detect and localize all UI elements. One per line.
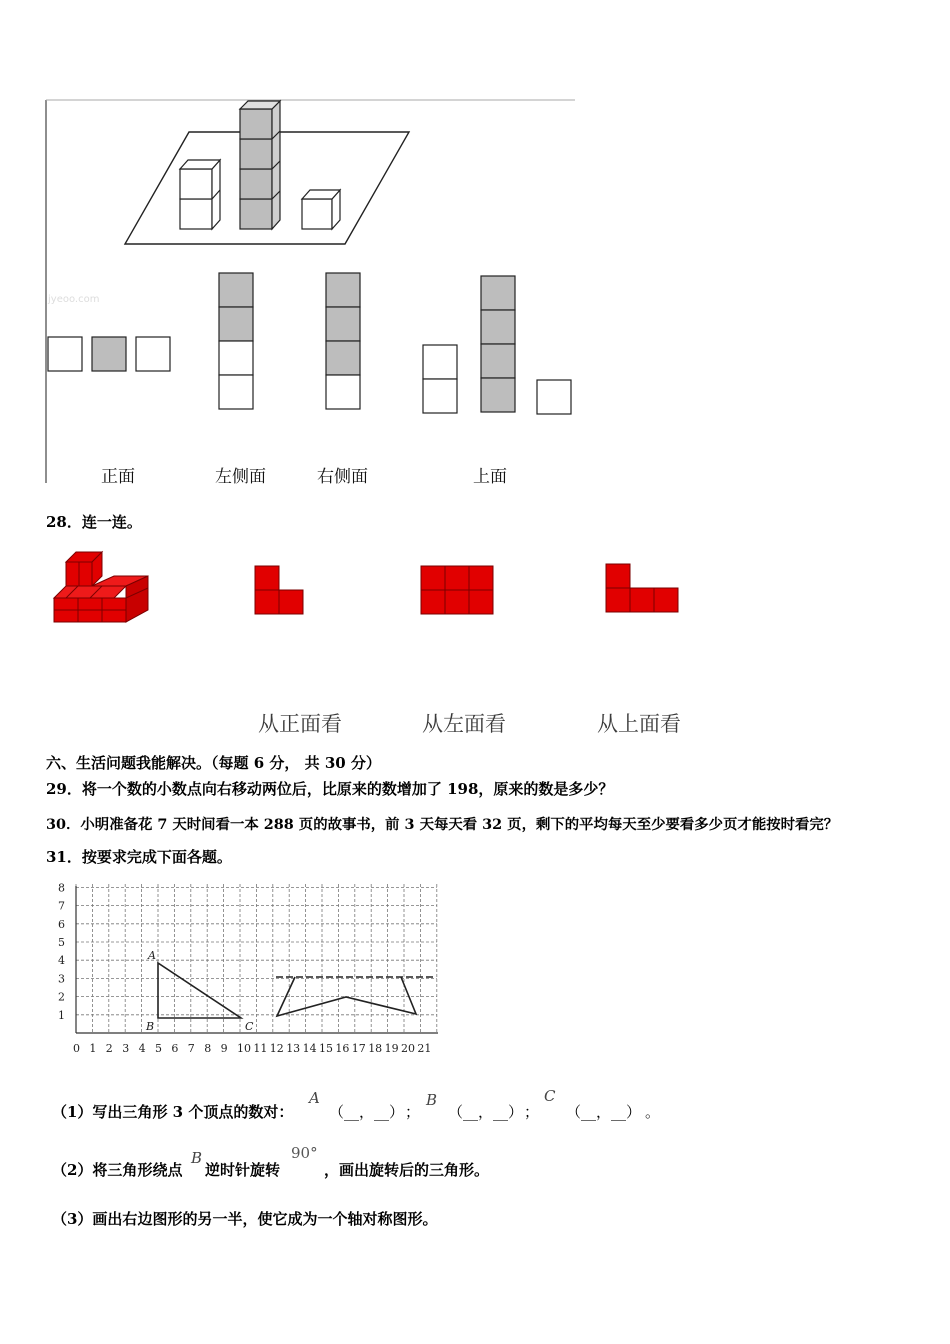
part2-prefix: （2）将三角形绕点 [52, 1161, 183, 1179]
x-tick-label: 12 [269, 1042, 284, 1055]
label-left-side: 左侧面 [215, 467, 266, 487]
y-tick-label: 6 [58, 917, 65, 931]
x-tick-label: 10 [237, 1042, 251, 1055]
triangle-abc [158, 963, 241, 1018]
q30-text: 30．小明准备花 7 天时间看一本 288 页的故事书，前 3 天每天看 32 页，剩下的平均每天至少要看多少页才能按时看完？ [46, 816, 839, 833]
x-tick-label: 11 [253, 1042, 268, 1055]
y-tick-label: 8 [58, 881, 65, 895]
x-tick-label: 20 [401, 1042, 415, 1055]
part1-line [52, 1101, 293, 1122]
x-tick-label: 0 [73, 1042, 80, 1055]
left-side-view [219, 273, 253, 409]
part1-prefix: （1）写出三角形 3 个顶点的数对： [52, 1103, 294, 1121]
x-tick-label: 3 [122, 1042, 130, 1055]
grid-lines [76, 884, 437, 1033]
part2-point: B [191, 1149, 203, 1167]
part3-text: （3）画出右边图形的另一半，使它成为一个轴对称图形。 [52, 1210, 438, 1228]
x-tick-label: 15 [319, 1042, 333, 1055]
q28-red-shape-rect [420, 565, 494, 617]
y-tick-label: 2 [58, 990, 65, 1004]
y-tick-label: 4 [58, 954, 65, 968]
x-tick-labels [73, 1042, 431, 1055]
label-front: 正面 [101, 467, 135, 487]
three-views-drawing [45, 98, 575, 488]
q28-red-shape-long-l [605, 563, 681, 615]
x-tick-label: 6 [171, 1042, 179, 1055]
y-tick-label: 7 [58, 899, 65, 913]
label-right-side: 右侧面 [317, 467, 368, 487]
right-side-view [326, 273, 360, 409]
q28-title: 28．连一连。 [46, 513, 142, 531]
y-tick-label: 1 [58, 1008, 65, 1022]
x-tick-label: 7 [187, 1042, 195, 1055]
x-tick-label: 4 [138, 1042, 146, 1055]
x-tick-label: 5 [155, 1042, 162, 1055]
front-view [48, 337, 170, 371]
three-views-figure [45, 98, 575, 488]
blank-c[interactable]: （__，__） [566, 1103, 642, 1121]
part2-suffix: ，画出旋转后的三角形。 [324, 1161, 490, 1179]
point-label-a: A [148, 949, 156, 962]
sep-a: ； [405, 1103, 421, 1121]
blank-b[interactable]: （__，__） [448, 1103, 524, 1121]
x-tick-label: 9 [220, 1042, 228, 1055]
q28-red-solid [52, 548, 152, 628]
x-tick-label: 21 [417, 1042, 432, 1055]
y-tick-label: 3 [58, 972, 65, 986]
sep-b: ； [524, 1103, 540, 1121]
watermark: jyeoo.com [48, 294, 100, 305]
q31-title: 31．按要求完成下面各题。 [46, 848, 232, 866]
view-label-left: 从左面看 [422, 712, 506, 736]
y-tick-labels [58, 881, 65, 1021]
cube-stack-gray-4 [240, 101, 280, 229]
cube-single-white [302, 190, 340, 229]
cube-stack-white-2 [180, 160, 220, 229]
x-tick-label: 13 [286, 1042, 301, 1055]
q28-red-shape-l [254, 565, 306, 617]
x-tick-label: 19 [384, 1042, 399, 1055]
end-mark: 。 [645, 1103, 661, 1121]
x-tick-label: 17 [351, 1042, 366, 1055]
x-tick-label: 14 [302, 1042, 317, 1055]
x-tick-label: 18 [368, 1042, 383, 1055]
x-tick-label: 1 [89, 1042, 97, 1055]
view-label-top: 从上面看 [597, 712, 681, 736]
q29-text: 29．将一个数的小数点向右移动两位后，比原来的数增加了 198，原来的数是多少？ [46, 780, 614, 798]
x-tick-label: 2 [105, 1042, 113, 1055]
x-tick-label: 16 [335, 1042, 350, 1055]
x-tick-label: 8 [204, 1042, 212, 1055]
point-label-b: B [146, 1020, 155, 1033]
y-tick-label: 5 [58, 936, 65, 949]
blank-a[interactable]: （__，__） [329, 1103, 405, 1121]
view-label-front: 从正面看 [258, 712, 342, 736]
letter-a: A [309, 1089, 320, 1107]
label-top: 上面 [473, 467, 507, 487]
letter-b: B [426, 1091, 438, 1109]
letter-c: C [544, 1087, 556, 1105]
part2-angle: 90° [291, 1144, 318, 1162]
coordinate-grid [46, 878, 446, 1058]
section6-title: 六、生活问题我能解决。（每题 6 分， 共 30 分） [46, 754, 381, 772]
part2-mid: 逆时针旋转 [205, 1161, 281, 1179]
top-view [423, 276, 571, 414]
point-label-c: C [245, 1020, 254, 1033]
